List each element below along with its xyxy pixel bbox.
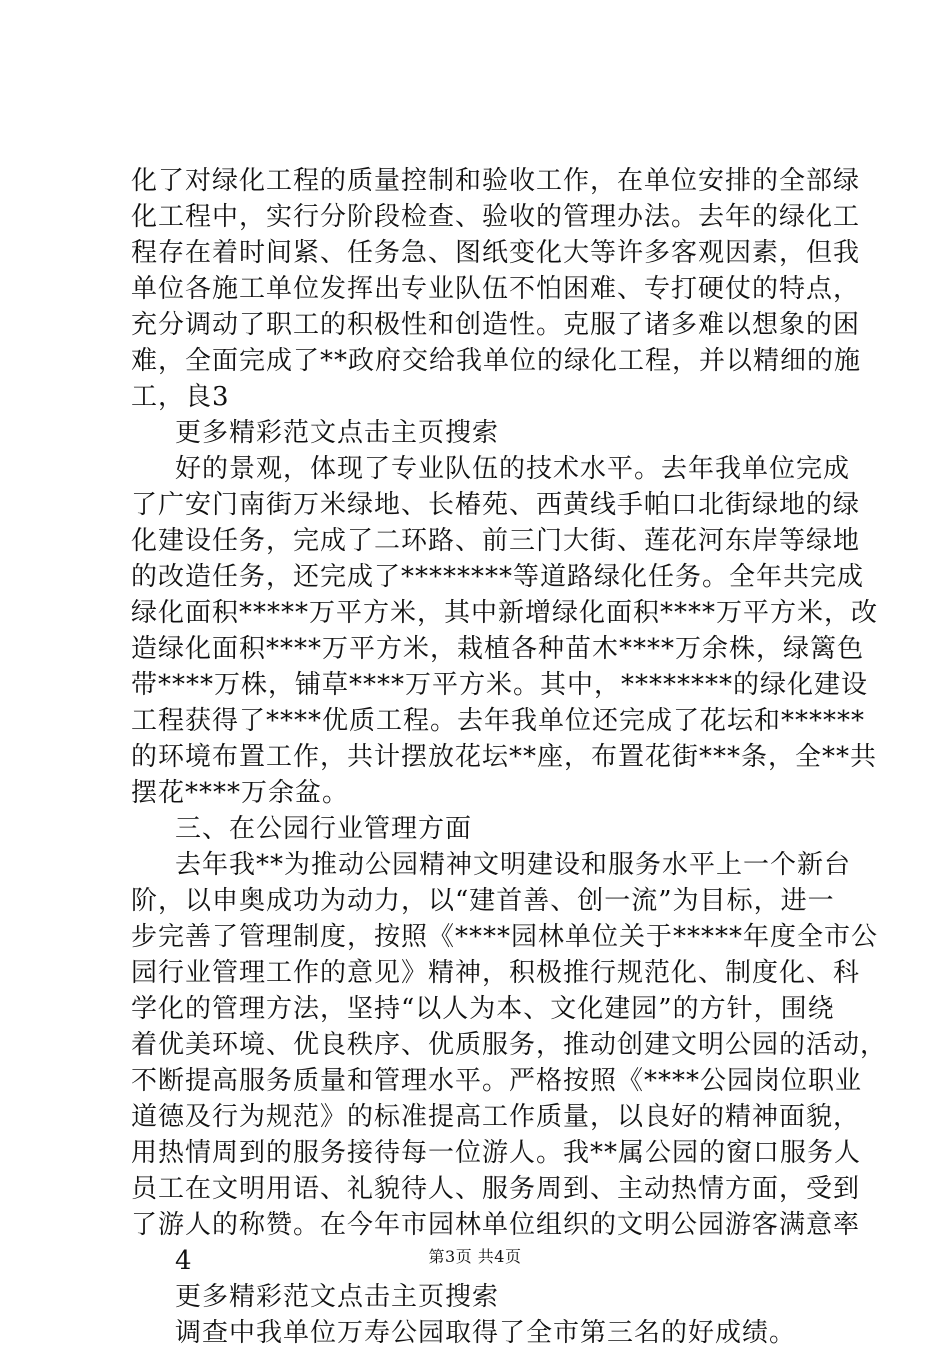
text-line: 的改造任务，还完成了********等道路绿化任务。全年共完成 xyxy=(131,562,865,592)
text-line: 园行业管理工作的意见》精神，积极推行规范化、制度化、科 xyxy=(131,958,861,988)
text-line: 好的景观，体现了专业队伍的技术水平。去年我单位完成 xyxy=(175,454,851,484)
text-line: 工程获得了****优质工程。去年我单位还完成了花坛和****** xyxy=(131,706,866,736)
text-line: 道德及行为规范》的标准提高工作质量，以良好的精神面貌， xyxy=(131,1102,861,1132)
text-line: 化建设任务，完成了二环路、前三门大街、莲花河东岸等绿地 xyxy=(131,526,861,556)
text-line: 化工程中，实行分阶段检查、验收的管理办法。去年的绿化工 xyxy=(131,202,861,232)
text-line: 阶，以申奥成功为动力，以“建首善、创一流”为目标，进一 xyxy=(131,886,835,916)
text-line: 难，全面完成了**政府交给我单位的绿化工程，并以精细的施 xyxy=(131,346,862,376)
text-line: 带****万株，铺草****万平方米。其中，********的绿化建设 xyxy=(131,670,869,700)
text-line: 去年我**为推动公园精神文明建设和服务水平上一个新台 xyxy=(175,850,852,880)
promo-line: 更多精彩范文点击主页搜索 xyxy=(175,418,500,448)
text-line: 的环境布置工作，共计摆放花坛**座，布置花街***条，全**共 xyxy=(131,742,878,772)
text-line: 绿化面积*****万平方米，其中新增绿化面积****万平方米，改 xyxy=(131,598,879,628)
text-line: 不断提高服务质量和管理水平。严格按照《****公园岗位职业 xyxy=(131,1066,863,1096)
page-number-marker: 4 xyxy=(175,1246,193,1276)
promo-line: 更多精彩范文点击主页搜索 xyxy=(175,1282,500,1312)
text-line: 调查中我单位万寿公园取得了全市第三名的好成绩。 xyxy=(175,1318,797,1348)
text-line: 学化的管理方法，坚持“以人为本、文化建园”的方针，围绕 xyxy=(131,994,835,1024)
text-line: 造绿化面积****万平方米，栽植各种苗木****万余株，绿篱色 xyxy=(131,634,865,664)
text-line: 了广安门南街万米绿地、长椿苑、西黄线手帕口北街绿地的绿 xyxy=(131,490,861,520)
section-heading: 三、在公园行业管理方面 xyxy=(175,814,473,844)
text-line: 工，良3 xyxy=(131,382,230,412)
text-line: 单位各施工单位发挥出专业队伍不怕困难、专打硬仗的特点， xyxy=(131,274,861,304)
text-line: 化了对绿化工程的质量控制和验收工作，在单位安排的全部绿 xyxy=(131,166,861,196)
text-line: 程存在着时间紧、任务急、图纸变化大等许多客观因素，但我 xyxy=(131,238,861,268)
text-line: 充分调动了职工的积极性和创造性。克服了诸多难以想象的困 xyxy=(131,310,861,340)
text-line: 员工在文明用语、礼貌待人、服务周到、主动热情方面，受到 xyxy=(131,1174,861,1204)
text-line: 步完善了管理制度，按照《****园林单位关于*****年度全市公 xyxy=(131,922,879,952)
text-line: 用热情周到的服务接待每一位游人。我**属公园的窗口服务人 xyxy=(131,1138,862,1168)
page-footer: 第3页 共4页 xyxy=(428,1247,522,1266)
text-line: 摆花****万余盆。 xyxy=(131,778,350,808)
text-line: 着优美环境、优良秩序、优质服务，推动创建文明公园的活动， xyxy=(131,1030,888,1060)
text-line: 了游人的称赞。在今年市园林单位组织的文明公园游客满意率 xyxy=(131,1210,861,1240)
document-body xyxy=(131,163,888,1351)
